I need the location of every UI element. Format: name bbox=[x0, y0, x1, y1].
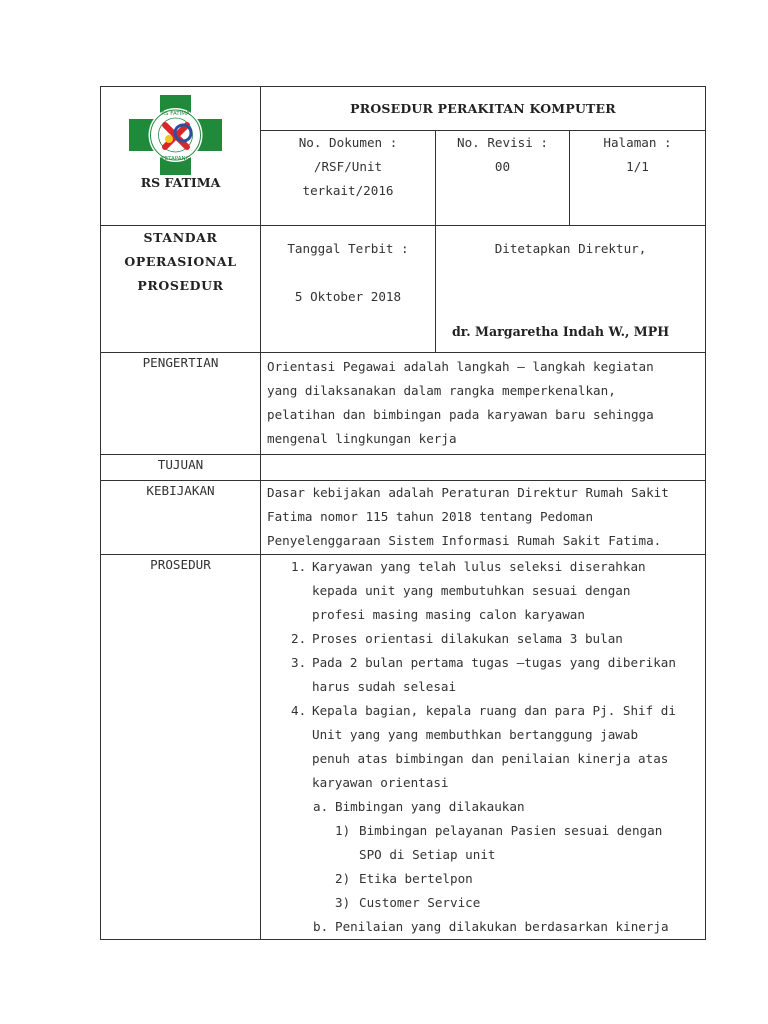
document-title: PROSEDUR PERAKITAN KOMPUTER bbox=[261, 87, 706, 131]
pengertian-text: Orientasi Pegawai adalah langkah – langkah kegiatan yang dilaksanakan dalam rangka memperkenalkan, pelatihan dan bimbingan pada karyawan baru sehingga mengenal lingkungan kerja bbox=[261, 353, 706, 455]
tanggal-cell bbox=[261, 226, 436, 353]
no-revisi-label: No. Revisi : bbox=[457, 135, 548, 151]
halaman-value: 1/1 bbox=[626, 159, 649, 175]
kebijakan-label: KEBIJAKAN bbox=[101, 481, 261, 555]
sop-label-1: STANDAR bbox=[143, 230, 218, 245]
logo-text-top: RS FATIMA bbox=[161, 111, 190, 117]
logo-cell bbox=[101, 87, 261, 226]
prosedur-label: PROSEDUR bbox=[101, 555, 261, 940]
sop-label-3: PROSEDUR bbox=[137, 278, 224, 293]
sub-sub-item: 3) Customer Service bbox=[335, 895, 481, 910]
hospital-name: RS FATIMA bbox=[140, 175, 221, 190]
sub-sub-item: 2) Etika bertelpon bbox=[335, 871, 473, 886]
list-item: 3. Pada 2 bulan pertama tugas –tugas yang diberikan harus sudah selesai bbox=[291, 655, 676, 694]
prosedur-text bbox=[261, 555, 706, 940]
signer-name: dr. Margaretha Indah W., MPH bbox=[452, 324, 670, 339]
pengertian-label: PENGERTIAN bbox=[101, 353, 261, 455]
ditetapkan-text: Ditetapkan Direktur, bbox=[494, 241, 647, 256]
tanggal-label: Tanggal Terbit : bbox=[287, 241, 409, 256]
halaman-cell bbox=[570, 131, 706, 226]
sop-label-2: OPERASIONAL bbox=[124, 254, 237, 269]
list-item: 2. Proses orientasi dilakukan selama 3 bulan bbox=[291, 631, 623, 646]
halaman-label: Halaman : bbox=[603, 135, 672, 151]
list-item: 1. Karyawan yang telah lulus seleksi diserahkan kepada unit yang membutuhkan sesuai dengan profesi masing masing calon karyawan bbox=[291, 559, 646, 622]
sub-list-item-b: b. Penilaian yang dilakukan berdasarkan kinerja bbox=[313, 919, 669, 934]
no-dokumen-cell bbox=[261, 131, 436, 226]
kebijakan-text: Dasar kebijakan adalah Peraturan Direktur Rumah Sakit Fatima nomor 115 tahun 2018 tentang Pedoman Penyelenggaraan Sistem Informasi Rumah Sakit Fatima. bbox=[261, 481, 706, 555]
sop-table bbox=[100, 86, 706, 940]
no-dokumen-value-1: /RSF/Unit bbox=[313, 159, 383, 175]
tujuan-label: TUJUAN bbox=[101, 455, 261, 481]
sub-sub-item: 1) Bimbingan pelayanan Pasien sesuai dengan SPO di Setiap unit bbox=[335, 823, 663, 862]
list-item: 4. Kepala bagian, kepala ruang dan para Pj. Shif di Unit yang yang membuthkan bertanggung jawab penuh atas bimbingan dan penilaian kinerja atas karyawan orientasi bbox=[291, 703, 676, 790]
no-revisi-value: 00 bbox=[494, 159, 511, 175]
tanggal-value: 5 Oktober 2018 bbox=[294, 289, 402, 304]
no-revisi-cell bbox=[436, 131, 570, 226]
sop-label-cell bbox=[101, 226, 261, 353]
no-dokumen-label: No. Dokumen : bbox=[298, 135, 398, 151]
logo-text-bottom: KETAPANG bbox=[161, 156, 190, 162]
sub-list-item-a: a. Bimbingan yang dilakaukan bbox=[313, 799, 525, 814]
no-dokumen-value-2: terkait/2016 bbox=[302, 183, 394, 199]
hospital-logo bbox=[129, 95, 222, 175]
ditetapkan-cell bbox=[436, 226, 706, 353]
tujuan-text bbox=[261, 455, 706, 481]
